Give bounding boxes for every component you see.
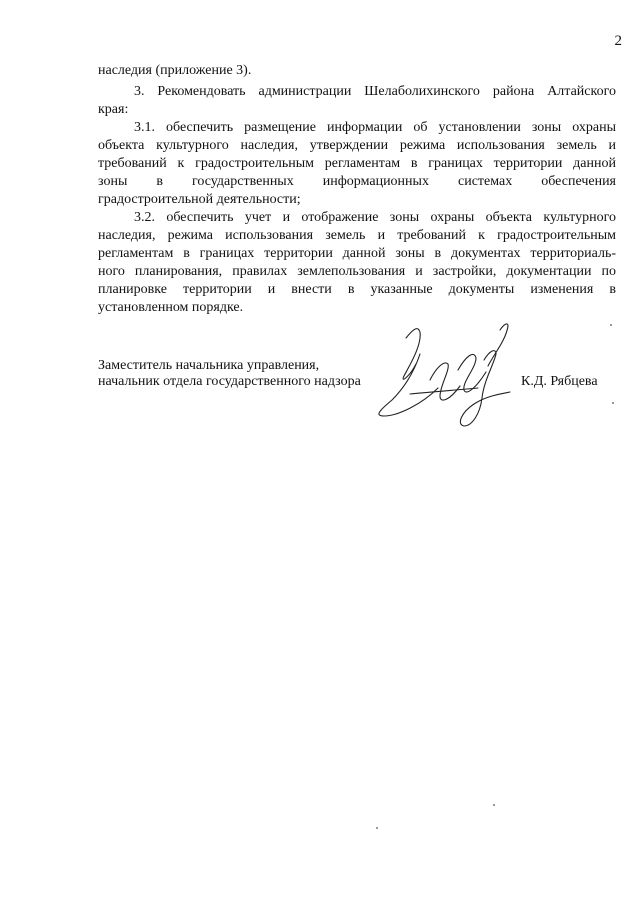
page-number: 2 xyxy=(614,33,622,49)
signatory-position: Заместитель начальника управления, xyxy=(98,358,320,373)
signatory-name: К.Д. Рябцева xyxy=(521,374,598,389)
text-line: 3.1. обеспечить размещение информации об установлении зоны охраны xyxy=(134,120,616,135)
scan-speck xyxy=(610,324,612,326)
text-line: края: xyxy=(98,102,129,117)
text-line: ного планирования, правилах землепользования и застройки, документации по xyxy=(98,264,616,279)
text-line: наследия (приложение 3). xyxy=(98,63,252,78)
text-line: 3. Рекомендовать администрации Шелаболихинского района Алтайского xyxy=(134,84,616,99)
handwritten-signature xyxy=(370,310,525,430)
text-line: наследия, режима использования земель и требований к градостроительным xyxy=(98,228,616,243)
text-line: установленном порядке. xyxy=(98,300,244,315)
signatory-position: начальник отдела государственного надзора xyxy=(98,374,361,389)
text-line: регламентам в границах территории данной зоны в документах территориаль- xyxy=(98,246,616,261)
scan-speck xyxy=(376,827,378,829)
text-line: планировке территории и внести в указанные документы изменения в xyxy=(98,282,616,297)
text-line: объекта культурного наследия, утверждении режима использования земель и xyxy=(98,138,616,153)
scan-speck xyxy=(493,804,495,806)
text-line: градостроительной деятельности; xyxy=(98,192,301,207)
text-line: 3.2. обеспечить учет и отображение зоны охраны объекта культурного xyxy=(134,210,616,225)
text-line: требований к градостроительным регламентам в границах территории данной xyxy=(98,156,616,171)
scan-speck xyxy=(612,402,614,404)
text-line: зоны в государственных информационных системах обеспечения xyxy=(98,174,616,189)
